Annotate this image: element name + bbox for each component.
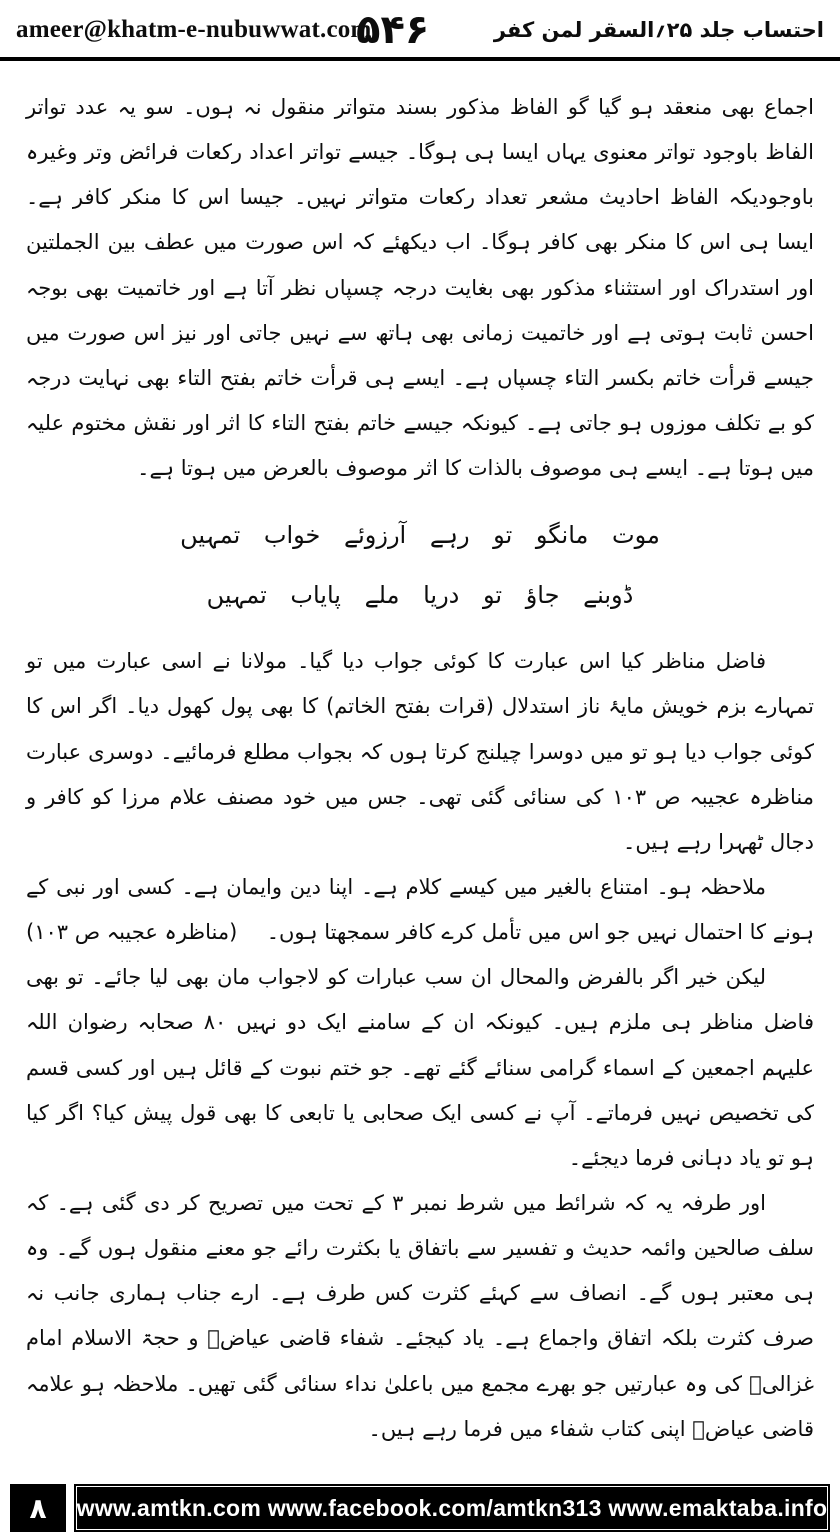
- citation-reference: (مناظرہ عجیبہ ص ۱۰۳): [26, 920, 238, 945]
- footer-website-links: www.amtkn.com www.facebook.com/amtkn313 www.emaktaba.info: [74, 1484, 830, 1532]
- paragraph-1: اجماع بھی منعقد ہو گیا گو الفاظ مذکور بسند متواتر منقول نہ ہوں۔ سو یہ عدد تواتر الفاظ باوجود تواتر معنوی یہاں ایسا ہی ہوگا۔ جیسے تواتر اعداد رکعات فرائض وتر وغیرہ باوجودیکہ الفاظ احادیث مشعر تعداد رکعات متواتر نہیں۔ جیسا اس کا منکر کافر ہے۔ ایسا ہی اس کا منکر بھی کافر ہوگا۔ اب دیکھئے کہ اس صورت میں عطف بین الجملتین اور استدراک اور استثناء مذکور بھی بغایت درجہ چسپاں نظر آتا ہے اور خاتمیت بھی بوجہ احسن ثابت ہوتی ہے اور خاتمیت زمانی بھی ہاتھ سے نہیں جاتی اور نیز اس صورت میں جیسے قرأت خاتم بکسر التاء چسپاں ہے۔ ایسے ہی قرأت خاتم بفتح التاء بھی نہایت درجہ کو بے تکلف موزوں ہو جاتی ہے۔ کیونکہ جیسے خاتم بفتح التاء کا اثر اور نقش مختوم علیہ میں ہوتا ہے۔ ایسے ہی موصوف بالذات کا اثر موصوف بالعرض میں ہوتا ہے۔: [26, 95, 814, 481]
- footer-page-number: ۸: [10, 1484, 66, 1532]
- couplet-line-2: ڈوبنے جاؤ تو دریا ملے پایاب تمہیں: [206, 581, 634, 610]
- poetry-couplet: [26, 505, 814, 625]
- page-footer: [10, 1484, 830, 1532]
- header-email: ameer@khatm-e-nubuwwat.com: [16, 16, 372, 43]
- paragraph-5: اور طرفہ یہ کہ شرائط میں شرط نمبر ۳ کے تحت میں تصریح کر دی گئی ہے۔ کہ سلف صالحین وائمہ حدیث و تفسیر سے باتفاق یا بکثرت رائے جو معنے منقول ہوں گے۔ وہ ہی معتبر ہوں گے۔ انصاف سے کہئے کثرت کس طرف ہے۔ ارے جناب ہماری جانب نہ صرف کثرت بلکہ اتفاق واجماع ہے۔ یاد کیجئے۔ شفاء قاضی عیاضؒ و حجۃ الاسلام امام غزالیؒ کی وہ عبارتیں جو بھرے مجمع میں باعلیٰ نداء سنائی گئی تھیں۔ ملاحظہ ہو علامہ قاضی عیاضؒ اپنی کتاب شفاء میں فرما رہے ہیں۔: [26, 1190, 814, 1441]
- page-body: [0, 61, 840, 1452]
- couplet-line-1: موت مانگو تو رہے آرزوئے خواب تمہیں: [180, 521, 660, 550]
- header-page-number: ۵۴۶: [356, 7, 430, 53]
- paragraph-2: فاضل مناظر کیا اس عبارت کا کوئی جواب دیا گیا۔ مولانا نے اسی عبارت میں تو تمہارے بزم خویش مایۂ ناز استدلال (قرات بفتح الخاتم) کا بھی پول کھول دیا۔ اگر اس کا کوئی جواب دیا ہو تو میں دوسرا چیلنج کرتا ہوں کہ بجواب مطلع فرمائیے۔ دوسری عبارت مناظرہ عجیبہ ص ۱۰۳ کی سنائی گئی تھی۔ جس میں خود مصنف علام مرزا کو کافر و دجال ٹھہرا رہے ہیں۔: [26, 649, 814, 854]
- paragraph-3-text: ملاحظہ ہو۔ امتناع بالغیر میں کیسے کلام ہے۔ اپنا دین وایمان ہے۔ کسی اور نبی کے ہونے کا احتمال نہیں جو اس میں تأمل کرے کافر سمجھتا ہوں۔: [26, 874, 814, 945]
- paragraph-3: [26, 865, 814, 955]
- paragraph-4: لیکن خیر اگر بالفرض والمحال ان سب عبارات کو لاجواب مان بھی لیا جائے۔ تو بھی فاضل مناظر ہی ملزم ہیں۔ کیونکہ ان کے سامنے ایک دو نہیں ۸۰ صحابہ رضوان اللہ علیہم اجمعین کے اسماء گرامی سنائے گئے تھے۔ جو ختم نبوت کے قائل ہیں اور کسی قسم کی تخصیص نہیں فرماتے۔ آپ نے کسی ایک صحابی یا تابعی کا بھی قول پیش کیا؟ اگر کیا ہو تو یاد دہانی فرما دیجئے۔: [26, 965, 814, 1170]
- page-header: [0, 0, 840, 54]
- header-book-title: احتساب جلد ۲۵؍السقر لمن کفر: [493, 18, 824, 42]
